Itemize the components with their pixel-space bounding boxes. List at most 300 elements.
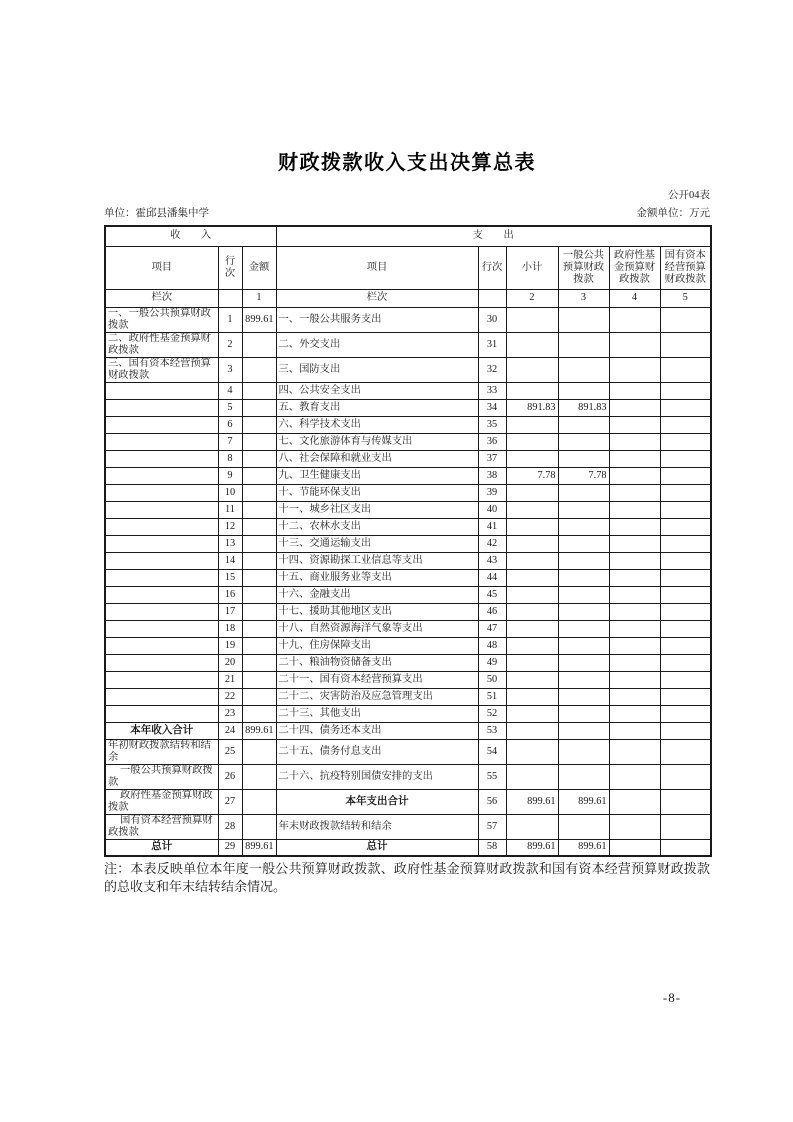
income-item-cell: 一般公共预算财政拨款 xyxy=(105,764,218,789)
expenditure-line-no-cell: 54 xyxy=(478,739,506,764)
gov-fund-budget-cell xyxy=(609,307,660,332)
income-line-no-cell: 29 xyxy=(218,839,242,856)
income-amount-cell: 899.61 xyxy=(242,839,276,856)
expenditure-line-no-cell: 49 xyxy=(478,654,506,671)
income-amount-cell xyxy=(242,705,276,722)
expenditure-item-cell: 十四、资源勘探工业信息等支出 xyxy=(276,552,478,569)
general-budget-cell: 899.61 xyxy=(558,789,609,814)
subtotal-cell xyxy=(506,739,558,764)
state-capital-budget-cell xyxy=(660,688,711,705)
income-amount-cell xyxy=(242,688,276,705)
column-index-row xyxy=(105,289,711,307)
table-row xyxy=(105,382,711,399)
income-section-header: 收 入 xyxy=(105,226,276,246)
state-capital-budget-cell xyxy=(660,814,711,839)
general-budget-cell xyxy=(558,603,609,620)
general-budget-cell xyxy=(558,722,609,739)
income-item-cell xyxy=(105,671,218,688)
state-capital-budget-cell xyxy=(660,501,711,518)
general-budget-cell xyxy=(558,620,609,637)
general-budget-cell xyxy=(558,705,609,722)
state-capital-budget-cell xyxy=(660,416,711,433)
income-line-no-cell: 15 xyxy=(218,569,242,586)
expenditure-line-no-cell: 42 xyxy=(478,535,506,552)
income-item-cell xyxy=(105,535,218,552)
income-line-no-cell: 20 xyxy=(218,654,242,671)
income-item-cell xyxy=(105,586,218,603)
gov-fund-budget-cell xyxy=(609,739,660,764)
subtotal-cell xyxy=(506,814,558,839)
subtotal-cell xyxy=(506,357,558,382)
subtotal-cell xyxy=(506,569,558,586)
table-row xyxy=(105,552,711,569)
expenditure-item-cell: 二十、粮油物资储备支出 xyxy=(276,654,478,671)
gov-fund-budget-cell xyxy=(609,382,660,399)
gov-fund-budget-cell xyxy=(609,332,660,357)
expenditure-line-no-cell: 53 xyxy=(478,722,506,739)
income-amount-header: 金额 xyxy=(242,246,276,289)
income-item-cell xyxy=(105,637,218,654)
subtotal-cell: 899.61 xyxy=(506,839,558,856)
expenditure-line-no-cell: 57 xyxy=(478,814,506,839)
expenditure-line-no-cell: 58 xyxy=(478,839,506,856)
income-item-cell xyxy=(105,399,218,416)
income-line-no-cell: 19 xyxy=(218,637,242,654)
general-budget-cell xyxy=(558,484,609,501)
income-line-no-cell: 8 xyxy=(218,450,242,467)
income-index-label: 栏次 xyxy=(105,289,218,307)
income-amount-cell: 899.61 xyxy=(242,307,276,332)
expenditure-item-header: 项目 xyxy=(276,246,478,289)
income-item-cell xyxy=(105,484,218,501)
subtotal-cell xyxy=(506,552,558,569)
expenditure-line-no-header: 行次 xyxy=(478,246,506,289)
expenditure-line-no-cell: 51 xyxy=(478,688,506,705)
expenditure-item-cell: 二十六、抗疫特别国债安排的支出 xyxy=(276,764,478,789)
table-row xyxy=(105,688,711,705)
expenditure-line-no-cell: 43 xyxy=(478,552,506,569)
expenditure-line-no-cell: 38 xyxy=(478,467,506,484)
expenditure-line-no-cell: 50 xyxy=(478,671,506,688)
state-capital-budget-cell xyxy=(660,332,711,357)
income-amount-cell xyxy=(242,569,276,586)
state-capital-budget-header: 国有资本经营预算财政拨款 xyxy=(660,246,711,289)
expenditure-item-cell: 二十二、灾害防治及应急管理支出 xyxy=(276,688,478,705)
expenditure-item-cell: 四、公共安全支出 xyxy=(276,382,478,399)
general-budget-index: 3 xyxy=(558,289,609,307)
expenditure-line-no-cell: 39 xyxy=(478,484,506,501)
gov-fund-budget-cell xyxy=(609,620,660,637)
income-line-no-cell: 4 xyxy=(218,382,242,399)
expenditure-line-no-cell: 46 xyxy=(478,603,506,620)
income-item-cell xyxy=(105,552,218,569)
state-capital-budget-cell xyxy=(660,307,711,332)
table-code: 公开04表 xyxy=(668,190,710,201)
income-amount-cell xyxy=(242,586,276,603)
income-line-no-cell: 1 xyxy=(218,307,242,332)
income-line-no-cell: 21 xyxy=(218,671,242,688)
gov-fund-budget-cell xyxy=(609,688,660,705)
expenditure-item-cell: 十九、住房保障支出 xyxy=(276,637,478,654)
subtotal-cell xyxy=(506,450,558,467)
gov-fund-budget-cell xyxy=(609,501,660,518)
expenditure-section-header: 支 出 xyxy=(276,226,711,246)
state-capital-budget-cell xyxy=(660,433,711,450)
state-capital-budget-cell xyxy=(660,620,711,637)
state-capital-budget-cell xyxy=(660,722,711,739)
table-row xyxy=(105,535,711,552)
state-capital-budget-cell xyxy=(660,705,711,722)
gov-fund-budget-cell xyxy=(609,637,660,654)
expenditure-line-no-cell: 34 xyxy=(478,399,506,416)
table-row xyxy=(105,839,711,856)
gov-fund-budget-cell xyxy=(609,467,660,484)
subtotal-cell xyxy=(506,637,558,654)
state-capital-budget-cell xyxy=(660,603,711,620)
table-row xyxy=(105,764,711,789)
income-amount-cell xyxy=(242,433,276,450)
expenditure-item-cell: 十、节能环保支出 xyxy=(276,484,478,501)
income-amount-cell xyxy=(242,399,276,416)
gov-fund-budget-cell xyxy=(609,586,660,603)
expenditure-item-cell: 十六、金融支出 xyxy=(276,586,478,603)
general-budget-cell xyxy=(558,450,609,467)
general-budget-cell xyxy=(558,654,609,671)
gov-fund-budget-cell xyxy=(609,552,660,569)
income-item-cell: 政府性基金预算财政拨款 xyxy=(105,789,218,814)
table-row xyxy=(105,467,711,484)
subtotal-cell xyxy=(506,433,558,450)
expenditure-line-no-cell: 44 xyxy=(478,569,506,586)
state-capital-budget-cell xyxy=(660,671,711,688)
expenditure-item-cell: 十五、商业服务业等支出 xyxy=(276,569,478,586)
gov-fund-budget-cell xyxy=(609,603,660,620)
subtotal-cell xyxy=(506,518,558,535)
income-amount-cell xyxy=(242,535,276,552)
subtotal-cell xyxy=(506,332,558,357)
section-header-row xyxy=(105,226,711,246)
general-budget-cell xyxy=(558,535,609,552)
general-budget-cell xyxy=(558,739,609,764)
income-line-no-cell: 2 xyxy=(218,332,242,357)
subtotal-cell xyxy=(506,620,558,637)
income-line-no-header: 行次 xyxy=(218,246,242,289)
income-amount-cell xyxy=(242,382,276,399)
table-row xyxy=(105,671,711,688)
unit-row xyxy=(104,205,710,220)
general-budget-cell xyxy=(558,307,609,332)
income-item-cell: 二、政府性基金预算财政拨款 xyxy=(105,332,218,357)
income-item-cell xyxy=(105,416,218,433)
gov-fund-budget-cell xyxy=(609,814,660,839)
income-item-cell xyxy=(105,688,218,705)
subtotal-cell xyxy=(506,307,558,332)
income-amount-cell xyxy=(242,603,276,620)
state-capital-budget-cell xyxy=(660,739,711,764)
state-capital-budget-cell xyxy=(660,764,711,789)
income-amount-cell xyxy=(242,739,276,764)
income-amount-cell xyxy=(242,814,276,839)
income-line-no-cell: 28 xyxy=(218,814,242,839)
subtotal-cell: 899.61 xyxy=(506,789,558,814)
state-capital-budget-cell xyxy=(660,552,711,569)
income-amount-cell xyxy=(242,671,276,688)
expenditure-index-label: 栏次 xyxy=(276,289,478,307)
income-amount-cell xyxy=(242,552,276,569)
page-number: -8- xyxy=(662,990,682,1005)
table-row xyxy=(105,357,711,382)
general-budget-header: 一般公共预算财政拨款 xyxy=(558,246,609,289)
state-capital-budget-cell xyxy=(660,569,711,586)
subtotal-cell xyxy=(506,671,558,688)
income-line-no-cell: 25 xyxy=(218,739,242,764)
subtotal-cell xyxy=(506,382,558,399)
state-capital-budget-cell xyxy=(660,637,711,654)
expenditure-line-no-cell: 41 xyxy=(478,518,506,535)
expenditure-item-cell: 五、教育支出 xyxy=(276,399,478,416)
income-line-no-cell: 11 xyxy=(218,501,242,518)
income-line-no-cell: 16 xyxy=(218,586,242,603)
expenditure-item-cell: 二十一、国有资本经营预算支出 xyxy=(276,671,478,688)
gov-fund-budget-cell xyxy=(609,433,660,450)
table-row xyxy=(105,789,711,814)
income-amount-cell xyxy=(242,450,276,467)
state-capital-budget-cell xyxy=(660,518,711,535)
income-item-cell: 总计 xyxy=(105,839,218,856)
gov-fund-budget-cell xyxy=(609,399,660,416)
expenditure-line-no-cell: 32 xyxy=(478,357,506,382)
expenditure-line-no-cell: 36 xyxy=(478,433,506,450)
income-amount-index: 1 xyxy=(242,289,276,307)
expenditure-item-cell: 十八、自然资源海洋气象等支出 xyxy=(276,620,478,637)
general-budget-cell: 891.83 xyxy=(558,399,609,416)
unit-label: 单位：霍邱县潘集中学 xyxy=(104,208,209,219)
gov-fund-budget-cell xyxy=(609,654,660,671)
amount-unit-label: 金额单位：万元 xyxy=(636,208,710,219)
income-amount-cell xyxy=(242,416,276,433)
income-item-cell xyxy=(105,518,218,535)
expenditure-item-cell: 二十四、债务还本支出 xyxy=(276,722,478,739)
subtotal-cell: 7.78 xyxy=(506,467,558,484)
gov-fund-budget-cell xyxy=(609,518,660,535)
income-item-cell xyxy=(105,433,218,450)
table-row xyxy=(105,586,711,603)
income-amount-cell xyxy=(242,332,276,357)
general-budget-cell xyxy=(558,518,609,535)
gov-fund-budget-cell xyxy=(609,416,660,433)
subtotal-cell xyxy=(506,603,558,620)
expenditure-line-no-cell: 56 xyxy=(478,789,506,814)
table-row xyxy=(105,814,711,839)
gov-fund-budget-cell xyxy=(609,357,660,382)
state-capital-budget-index: 5 xyxy=(660,289,711,307)
general-budget-cell xyxy=(558,569,609,586)
income-line-no-cell: 18 xyxy=(218,620,242,637)
table-row xyxy=(105,722,711,739)
table-row xyxy=(105,332,711,357)
income-line-no-cell: 6 xyxy=(218,416,242,433)
expenditure-item-cell: 三、国防支出 xyxy=(276,357,478,382)
state-capital-budget-cell xyxy=(660,382,711,399)
state-capital-budget-cell xyxy=(660,484,711,501)
gov-fund-budget-header: 政府性基金预算财政拨款 xyxy=(609,246,660,289)
expenditure-item-cell: 二十五、债务付息支出 xyxy=(276,739,478,764)
income-item-header: 项目 xyxy=(105,246,218,289)
general-budget-cell xyxy=(558,637,609,654)
expenditure-item-cell: 十七、援助其他地区支出 xyxy=(276,603,478,620)
table-row xyxy=(105,739,711,764)
subtotal-cell xyxy=(506,705,558,722)
state-capital-budget-cell xyxy=(660,450,711,467)
state-capital-budget-cell xyxy=(660,789,711,814)
state-capital-budget-cell xyxy=(660,357,711,382)
income-item-cell: 国有资本经营预算财政拨款 xyxy=(105,814,218,839)
income-amount-cell xyxy=(242,501,276,518)
income-item-cell xyxy=(105,467,218,484)
income-amount-cell: 899.61 xyxy=(242,722,276,739)
income-item-cell: 年初财政拨款结转和结余 xyxy=(105,739,218,764)
income-line-no-cell: 27 xyxy=(218,789,242,814)
general-budget-cell xyxy=(558,688,609,705)
general-budget-cell xyxy=(558,814,609,839)
income-line-no-cell: 5 xyxy=(218,399,242,416)
general-budget-cell xyxy=(558,382,609,399)
income-amount-cell xyxy=(242,764,276,789)
income-item-cell xyxy=(105,620,218,637)
expenditure-line-no-cell: 45 xyxy=(478,586,506,603)
expenditure-line-no-cell: 35 xyxy=(478,416,506,433)
state-capital-budget-cell xyxy=(660,586,711,603)
gov-fund-budget-index: 4 xyxy=(609,289,660,307)
income-line-no-cell: 26 xyxy=(218,764,242,789)
income-amount-cell xyxy=(242,518,276,535)
income-line-no-cell: 7 xyxy=(218,433,242,450)
income-line-no-cell: 14 xyxy=(218,552,242,569)
expenditure-item-cell: 六、科学技术支出 xyxy=(276,416,478,433)
subtotal-cell xyxy=(506,586,558,603)
income-amount-cell xyxy=(242,484,276,501)
table-row xyxy=(105,620,711,637)
empty-cell xyxy=(218,289,242,307)
gov-fund-budget-cell xyxy=(609,535,660,552)
empty-cell xyxy=(478,289,506,307)
expenditure-item-cell: 八、社会保障和就业支出 xyxy=(276,450,478,467)
expenditure-line-no-cell: 40 xyxy=(478,501,506,518)
expenditure-line-no-cell: 30 xyxy=(478,307,506,332)
income-line-no-cell: 17 xyxy=(218,603,242,620)
general-budget-cell xyxy=(558,552,609,569)
expenditure-item-cell: 二、外交支出 xyxy=(276,332,478,357)
income-amount-cell xyxy=(242,620,276,637)
expenditure-line-no-cell: 37 xyxy=(478,450,506,467)
income-line-no-cell: 12 xyxy=(218,518,242,535)
state-capital-budget-cell xyxy=(660,654,711,671)
expenditure-line-no-cell: 33 xyxy=(478,382,506,399)
expenditure-line-no-cell: 31 xyxy=(478,332,506,357)
general-budget-cell xyxy=(558,586,609,603)
subtotal-cell xyxy=(506,535,558,552)
table-row xyxy=(105,518,711,535)
general-budget-cell xyxy=(558,501,609,518)
subtotal-index: 2 xyxy=(506,289,558,307)
income-line-no-cell: 9 xyxy=(218,467,242,484)
table-row xyxy=(105,433,711,450)
expenditure-item-cell: 十二、农林水支出 xyxy=(276,518,478,535)
expenditure-line-no-cell: 48 xyxy=(478,637,506,654)
subtotal-cell xyxy=(506,501,558,518)
expenditure-item-cell: 一、一般公共服务支出 xyxy=(276,307,478,332)
gov-fund-budget-cell xyxy=(609,839,660,856)
column-header-row xyxy=(105,246,711,289)
income-line-no-cell: 13 xyxy=(218,535,242,552)
page-title: 财政拨款收入支出决算总表 xyxy=(278,152,536,174)
table-row xyxy=(105,501,711,518)
expenditure-item-cell: 二十三、其他支出 xyxy=(276,705,478,722)
table-row xyxy=(105,416,711,433)
subtotal-cell: 891.83 xyxy=(506,399,558,416)
state-capital-budget-cell xyxy=(660,467,711,484)
state-capital-budget-cell xyxy=(660,535,711,552)
table-row xyxy=(105,654,711,671)
footnote: 注：本表反映单位本年度一般公共预算财政拨款、政府性基金预算财政拨款和国有资本经营预算财政拨款的总收支和年末结转结余情况。 xyxy=(104,861,710,894)
income-item-cell xyxy=(105,450,218,467)
income-item-cell: 三、国有资本经营预算财政拨款 xyxy=(105,357,218,382)
general-budget-cell xyxy=(558,416,609,433)
table-row xyxy=(105,450,711,467)
table-row xyxy=(105,569,711,586)
expenditure-line-no-cell: 52 xyxy=(478,705,506,722)
income-amount-cell xyxy=(242,654,276,671)
general-budget-cell xyxy=(558,332,609,357)
table-row xyxy=(105,399,711,416)
gov-fund-budget-cell xyxy=(609,484,660,501)
income-item-cell xyxy=(105,603,218,620)
gov-fund-budget-cell xyxy=(609,671,660,688)
income-line-no-cell: 10 xyxy=(218,484,242,501)
expenditure-item-cell: 九、卫生健康支出 xyxy=(276,467,478,484)
table-row xyxy=(105,307,711,332)
expenditure-item-cell: 十一、城乡社区支出 xyxy=(276,501,478,518)
subtotal-cell xyxy=(506,484,558,501)
document-content xyxy=(104,0,710,896)
income-item-cell: 一、一般公共预算财政拨款 xyxy=(105,307,218,332)
expenditure-line-no-cell: 55 xyxy=(478,764,506,789)
general-budget-cell: 899.61 xyxy=(558,839,609,856)
general-budget-cell xyxy=(558,764,609,789)
table-row xyxy=(105,484,711,501)
income-line-no-cell: 24 xyxy=(218,722,242,739)
income-item-cell xyxy=(105,382,218,399)
income-amount-cell xyxy=(242,789,276,814)
expenditure-line-no-cell: 47 xyxy=(478,620,506,637)
expenditure-item-cell: 总计 xyxy=(276,839,478,856)
general-budget-cell: 7.78 xyxy=(558,467,609,484)
subtotal-cell xyxy=(506,654,558,671)
general-budget-cell xyxy=(558,671,609,688)
income-item-cell xyxy=(105,705,218,722)
subtotal-cell xyxy=(506,722,558,739)
income-amount-cell xyxy=(242,467,276,484)
gov-fund-budget-cell xyxy=(609,705,660,722)
subtotal-header: 小计 xyxy=(506,246,558,289)
gov-fund-budget-cell xyxy=(609,569,660,586)
income-item-cell xyxy=(105,654,218,671)
gov-fund-budget-cell xyxy=(609,789,660,814)
income-line-no-cell: 3 xyxy=(218,357,242,382)
income-item-cell: 本年收入合计 xyxy=(105,722,218,739)
subtotal-cell xyxy=(506,416,558,433)
expenditure-item-cell: 本年支出合计 xyxy=(276,789,478,814)
